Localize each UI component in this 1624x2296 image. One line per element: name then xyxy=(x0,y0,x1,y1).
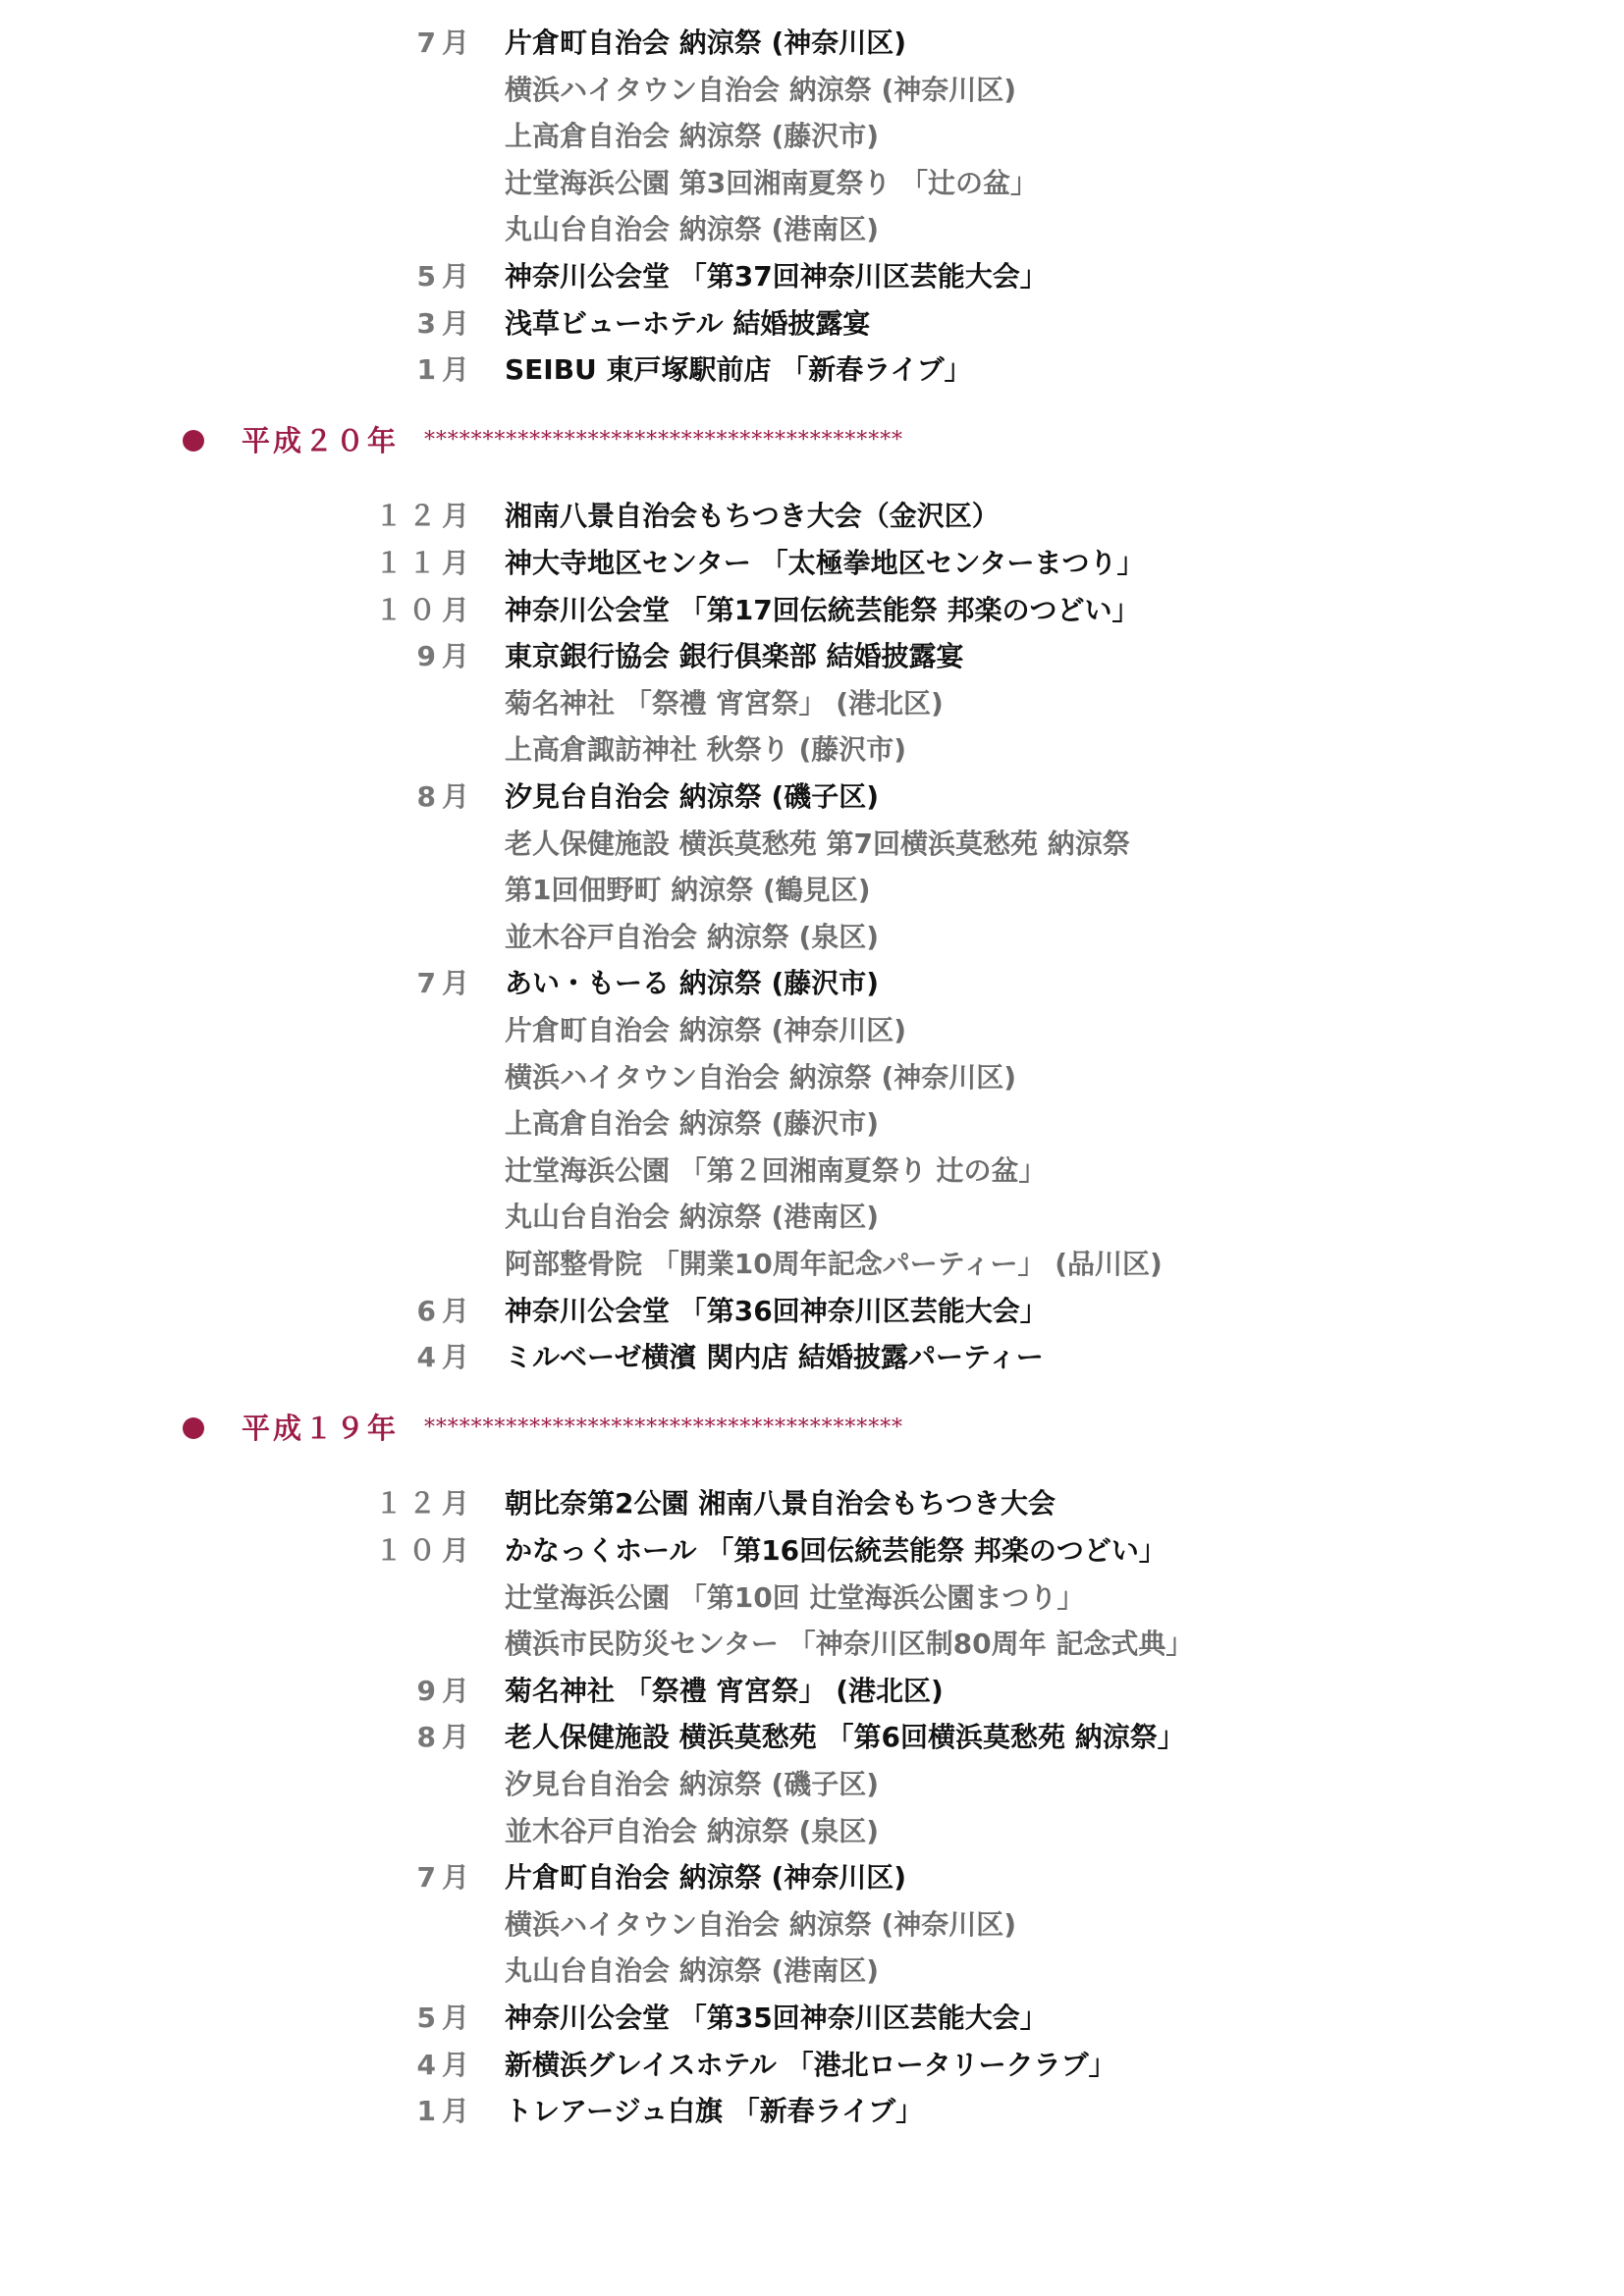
event-text: 辻堂海浜公園 「第10回 辻堂海浜公園まつり」 xyxy=(505,1580,1085,1614)
month-label: 9月 xyxy=(416,640,475,673)
event-row xyxy=(0,113,1624,160)
event-text: かなっくホール 「第16回伝統芸能祭 邦楽のつどい」 xyxy=(505,1534,1166,1567)
event-text: 第1回佃野町 納涼祭 (鶴見区) xyxy=(505,874,871,907)
event-text: 神奈川公会堂 「第37回神奈川区芸能大会」 xyxy=(505,260,1048,293)
bullet-icon xyxy=(183,430,204,452)
month-label: 4月 xyxy=(416,1341,475,1374)
year-heading: 平成１９年 xyxy=(242,1411,400,1445)
event-row xyxy=(0,1575,1624,1622)
bullet-icon xyxy=(183,1417,204,1439)
month-label: 8月 xyxy=(416,1721,475,1754)
month-label: 1月 xyxy=(416,2095,475,2128)
event-row xyxy=(0,587,1624,634)
star-divider: ***************************************** xyxy=(424,427,903,453)
event-row xyxy=(0,1714,1624,1761)
event-text: 神奈川公会堂 「第36回神奈川区芸能大会」 xyxy=(505,1294,1048,1327)
event-row xyxy=(0,1668,1624,1715)
month-label: 1月 xyxy=(416,353,475,387)
event-row xyxy=(0,774,1624,821)
event-row xyxy=(0,160,1624,207)
event-text: 横浜市民防災センター 「神奈川区制80周年 記念式典」 xyxy=(505,1628,1194,1661)
event-text: 横浜ハイタウン自治会 納涼祭 (神奈川区) xyxy=(505,73,1017,106)
month-label: 9月 xyxy=(416,1674,475,1707)
event-text: 阿部整骨院 「開業10周年記念パーティー」 (品川区) xyxy=(505,1248,1163,1280)
event-row xyxy=(0,253,1624,300)
event-text: 湘南八景自治会もちつき大会（金沢区） xyxy=(505,500,1000,533)
month-label: 6月 xyxy=(416,1294,475,1327)
event-text: 神奈川公会堂 「第17回伝統芸能祭 邦楽のつどい」 xyxy=(505,593,1140,626)
month-label: １０月 xyxy=(374,1534,475,1567)
event-row xyxy=(0,2088,1624,2135)
event-row xyxy=(0,1808,1624,1855)
year-heading: 平成２０年 xyxy=(242,423,400,457)
event-row xyxy=(0,1948,1624,1995)
month-label: 8月 xyxy=(416,780,475,813)
event-text: あい・もーる 納涼祭 (藤沢市) xyxy=(505,967,880,1000)
event-text: 辻堂海浜公園 第3回湘南夏祭り 「辻の盆」 xyxy=(505,166,1038,199)
event-row xyxy=(0,1854,1624,1901)
event-text: 老人保健施設 横浜莫愁苑 第7回横浜莫愁苑 納涼祭 xyxy=(505,827,1130,860)
event-row xyxy=(0,726,1624,774)
star-divider: ***************************************** xyxy=(424,1415,903,1440)
event-text: 片倉町自治会 納涼祭 (神奈川区) xyxy=(505,1861,907,1895)
month-label: 4月 xyxy=(416,2048,475,2081)
event-text: トレアージュ白旗 「新春ライブ」 xyxy=(505,2095,924,2128)
year-section-header xyxy=(0,417,1624,464)
year-section-header xyxy=(0,1405,1624,1452)
event-text: 上高倉自治会 納涼祭 (藤沢市) xyxy=(505,1107,880,1141)
event-row xyxy=(0,1527,1624,1575)
event-row xyxy=(0,1480,1624,1527)
event-row xyxy=(0,821,1624,868)
event-text: 片倉町自治会 納涼祭 (神奈川区) xyxy=(505,27,907,59)
month-label: 5月 xyxy=(416,260,475,293)
event-row xyxy=(0,1761,1624,1808)
month-label: １０月 xyxy=(374,593,475,626)
event-text: 東京銀行協会 銀行倶楽部 結婚披露宴 xyxy=(505,640,964,673)
event-text: 横浜ハイタウン自治会 納涼祭 (神奈川区) xyxy=(505,1907,1017,1941)
event-text: SEIBU 東戸塚駅前店 「新春ライブ」 xyxy=(505,353,972,387)
event-row xyxy=(0,1241,1624,1288)
event-text: ミルベーゼ横濱 関内店 結婚披露パーティー xyxy=(505,1341,1044,1374)
event-text: 並木谷戸自治会 納涼祭 (泉区) xyxy=(505,920,880,953)
event-row xyxy=(0,1054,1624,1101)
event-text: 神奈川公会堂 「第35回神奈川区芸能大会」 xyxy=(505,2002,1048,2034)
month-label: １２月 xyxy=(374,500,475,533)
event-row xyxy=(0,867,1624,914)
event-row xyxy=(0,1334,1624,1381)
event-text: 片倉町自治会 納涼祭 (神奈川区) xyxy=(505,1014,907,1046)
month-label: １２月 xyxy=(374,1487,475,1521)
event-text: 神大寺地区センター 「太極拳地区センターまつり」 xyxy=(505,547,1145,579)
event-row xyxy=(0,493,1624,540)
month-label: 3月 xyxy=(416,306,475,340)
event-row xyxy=(0,2042,1624,2089)
event-row xyxy=(0,1995,1624,2042)
event-row xyxy=(0,300,1624,347)
event-row xyxy=(0,206,1624,253)
event-row xyxy=(0,540,1624,587)
month-label: １１月 xyxy=(374,547,475,579)
event-text: 老人保健施設 横浜莫愁苑 「第6回横浜莫愁苑 納涼祭」 xyxy=(505,1721,1185,1754)
event-row xyxy=(0,633,1624,680)
event-text: 菊名神社 「祭禮 宵宮祭」 (港北区) xyxy=(505,1674,944,1707)
event-text: 辻堂海浜公園 「第２回湘南夏祭り 辻の盆」 xyxy=(505,1153,1047,1187)
event-text: 並木谷戸自治会 納涼祭 (泉区) xyxy=(505,1814,880,1847)
event-text: 菊名神社 「祭禮 宵宮祭」 (港北区) xyxy=(505,686,944,720)
event-row xyxy=(0,914,1624,961)
event-text: 汐見台自治会 納涼祭 (磯子区) xyxy=(505,780,880,813)
event-row xyxy=(0,1100,1624,1148)
event-text: 朝比奈第2公園 湘南八景自治会もちつき大会 xyxy=(505,1487,1056,1521)
event-row xyxy=(0,680,1624,727)
month-label: 7月 xyxy=(416,27,475,59)
event-text: 浅草ビューホテル 結婚披露宴 xyxy=(505,306,871,340)
event-row xyxy=(0,1194,1624,1241)
event-text: 上高倉諏訪神社 秋祭り (藤沢市) xyxy=(505,733,907,767)
event-row xyxy=(0,1148,1624,1195)
month-label: 7月 xyxy=(416,967,475,1000)
month-label: 5月 xyxy=(416,2002,475,2034)
event-row xyxy=(0,1007,1624,1054)
event-row xyxy=(0,1621,1624,1668)
month-label: 7月 xyxy=(416,1861,475,1895)
event-row xyxy=(0,960,1624,1007)
event-row xyxy=(0,1901,1624,1949)
event-text: 上高倉自治会 納涼祭 (藤沢市) xyxy=(505,120,880,153)
event-text: 汐見台自治会 納涼祭 (磯子区) xyxy=(505,1768,880,1800)
event-row xyxy=(0,347,1624,394)
event-text: 丸山台自治会 納涼祭 (港南区) xyxy=(505,213,880,246)
event-row xyxy=(0,20,1624,67)
event-row xyxy=(0,1288,1624,1335)
event-text: 新横浜グレイスホテル 「港北ロータリークラブ」 xyxy=(505,2048,1116,2081)
event-text: 丸山台自治会 納涼祭 (港南区) xyxy=(505,1201,880,1234)
event-row xyxy=(0,67,1624,114)
event-text: 丸山台自治会 納涼祭 (港南区) xyxy=(505,1954,880,1988)
event-text: 横浜ハイタウン自治会 納涼祭 (神奈川区) xyxy=(505,1060,1017,1094)
